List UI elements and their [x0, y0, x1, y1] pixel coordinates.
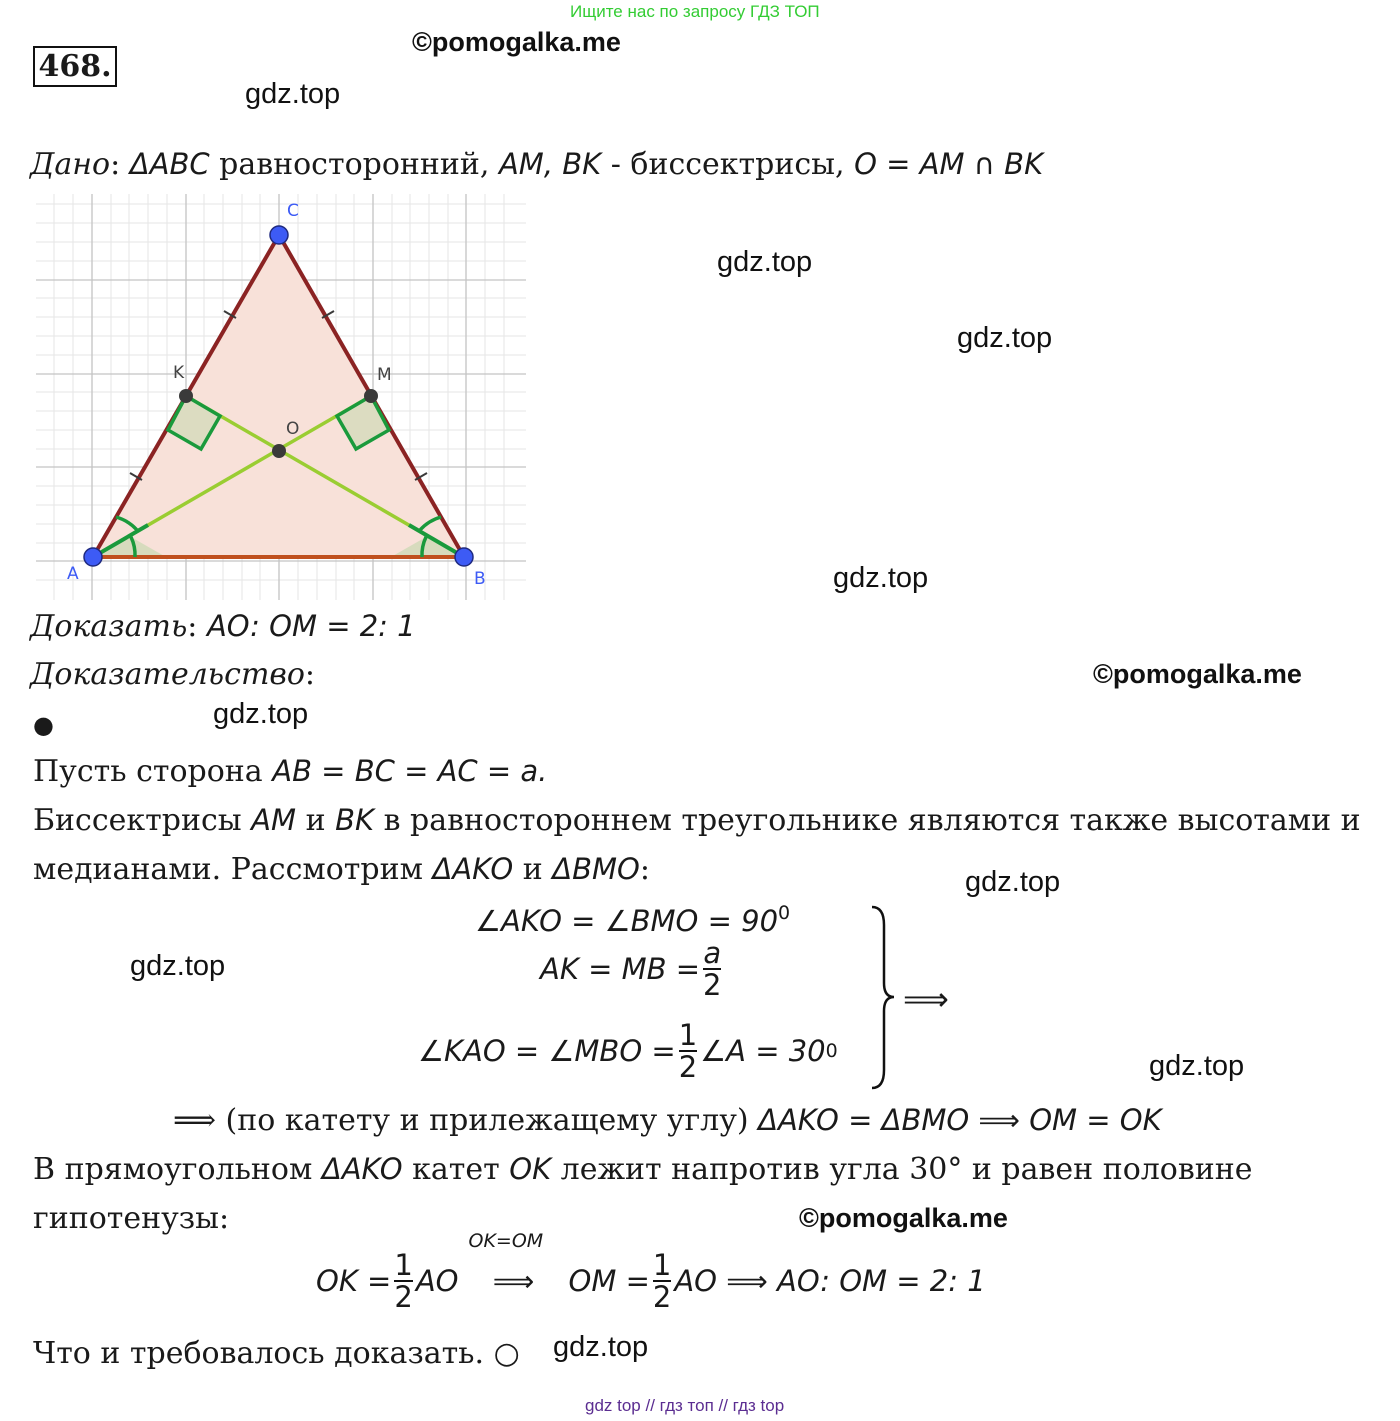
label-k: K [173, 363, 185, 383]
eq-text: OK = [316, 1264, 392, 1299]
fraction [653, 1250, 671, 1313]
fraction-denominator: 2 [652, 1280, 672, 1315]
given-text: равносторонний, [209, 147, 499, 182]
proof-math: ΔAKO [321, 1152, 403, 1186]
fraction-denominator: 2 [678, 1050, 698, 1085]
conclusion-line [173, 1103, 1162, 1138]
given-triangle: ΔABC [129, 147, 210, 181]
proof-line-2 [33, 803, 1361, 838]
top-banner[interactable]: Ищите нас по запросу ГДЗ ТОП [570, 2, 820, 21]
system-eq-2 [540, 938, 724, 1001]
triangle-figure [36, 194, 526, 600]
system-implies: ⟹ [903, 980, 949, 1018]
fraction-numerator: 1 [394, 1248, 413, 1282]
eq-text: AK = MB = [540, 952, 701, 987]
watermark-gdz: gdz.top [553, 1331, 649, 1363]
eq-text: ∠AKO = ∠BMO = 90 [475, 904, 779, 938]
right-brace [868, 905, 896, 1090]
given-intersection: O = AM ∩ BK [854, 147, 1044, 181]
proof-math: ΔBMO [552, 852, 640, 886]
watermark-pomogalka: ©pomogalka.me [799, 1203, 1008, 1233]
fraction-numerator: 1 [678, 1018, 698, 1052]
proof-heading: Доказательство: [30, 657, 316, 692]
label-b: B [474, 569, 486, 589]
watermark-gdz: gdz.top [213, 698, 309, 730]
eq-sup: 0 [825, 1040, 838, 1063]
proof-text: В прямоугольном [33, 1152, 322, 1187]
proof-math: ΔAKO = ΔBMO ⟹ OM = OK [758, 1103, 1162, 1137]
prove-statement: AO: OM = 2: 1 [206, 609, 416, 643]
proof-text: : [639, 852, 650, 887]
proof-math: ΔAKO [432, 852, 514, 886]
fraction-numerator: 1 [652, 1248, 672, 1282]
watermark-gdz: gdz.top [833, 562, 929, 594]
given-label: Дано [30, 147, 111, 182]
point-b [455, 548, 473, 566]
watermark-pomogalka: ©pomogalka.me [1093, 659, 1302, 689]
eq-text: ∠KAO = ∠MBO = [418, 1034, 676, 1069]
proof-math: BK [335, 803, 375, 837]
arrow: ⟹ [492, 1264, 535, 1299]
watermark-gdz: gdz.top [965, 866, 1061, 898]
proof-end: Что и требовалось доказать. ○ [33, 1336, 520, 1371]
proof-text: ⟹ (по катету и прилежащему углу) [173, 1103, 759, 1138]
label-o: O [286, 419, 300, 439]
given-line: Дано: ΔABC равносторонний, AM, BK - биссектрисы, O = AM ∩ BK [30, 147, 1044, 182]
fraction [703, 938, 721, 1001]
proof-text: катет [402, 1152, 510, 1187]
proof-math: AB = BC = AC = a. [272, 754, 548, 788]
watermark-gdz: gdz.top [957, 322, 1053, 354]
watermark-gdz: gdz.top [130, 950, 226, 982]
proof-math: AM [251, 803, 297, 837]
point-a [84, 548, 102, 566]
point-k [179, 389, 193, 403]
fraction-numerator: a [703, 936, 722, 970]
label-m: M [377, 365, 392, 385]
eq-text: ∠A = 30 [700, 1034, 826, 1069]
proof-line-5: гипотенузы: [33, 1201, 230, 1236]
eq-text: OM = [568, 1264, 650, 1299]
proof-line-3 [33, 852, 650, 887]
eq-sup: 0 [778, 902, 791, 924]
watermark-pomogalka: ©pomogalka.me [412, 27, 621, 57]
footer-links[interactable]: gdz top // гдз топ // гдз top [585, 1396, 785, 1415]
proof-text: лежит напротив угла 30° и равен половине [551, 1152, 1253, 1187]
proof-text: Пусть сторона [33, 754, 273, 789]
proof-line-1 [33, 754, 548, 789]
given-bisectors: AM, BK [498, 147, 602, 181]
proof-text: в равностороннем треугольнике являются также высотами и [374, 803, 1361, 838]
watermark-gdz: gdz.top [1149, 1050, 1245, 1082]
prove-line: Доказать: AO: OM = 2: 1 [30, 609, 416, 644]
label-c: C [287, 201, 299, 221]
point-m [364, 389, 378, 403]
problem-number: 468. [33, 46, 117, 87]
fraction [394, 1250, 412, 1313]
final-equation [316, 1230, 986, 1315]
eq-text: AO [415, 1264, 459, 1299]
proof-label: Доказательство [30, 657, 305, 692]
proof-text: и [296, 803, 336, 838]
system-eq-3 [418, 1020, 838, 1083]
proof-math: OK [509, 1152, 552, 1186]
fraction-denominator: 2 [394, 1280, 413, 1315]
proof-text: и [513, 852, 553, 887]
eq-text: AO ⟹ AO: OM = 2: 1 [674, 1264, 986, 1299]
point-o [272, 444, 286, 458]
bullet: ● [33, 711, 54, 739]
watermark-gdz: gdz.top [245, 78, 341, 110]
triangle-fill [93, 235, 464, 557]
given-text: - биссектрисы, [601, 147, 855, 182]
labeled-arrow [459, 1230, 569, 1299]
system-eq-1 [475, 902, 790, 938]
fraction-denominator: 2 [703, 968, 722, 1003]
fraction [679, 1020, 697, 1083]
prove-label: Доказать [30, 609, 188, 644]
arrow-label: OK=OM [468, 1230, 544, 1253]
point-c [270, 226, 288, 244]
proof-text: медианами. Рассмотрим [33, 852, 433, 887]
label-a: A [67, 564, 79, 584]
watermark-gdz: gdz.top [717, 246, 813, 278]
proof-text: Биссектрисы [33, 803, 252, 838]
proof-line-4 [33, 1152, 1253, 1187]
